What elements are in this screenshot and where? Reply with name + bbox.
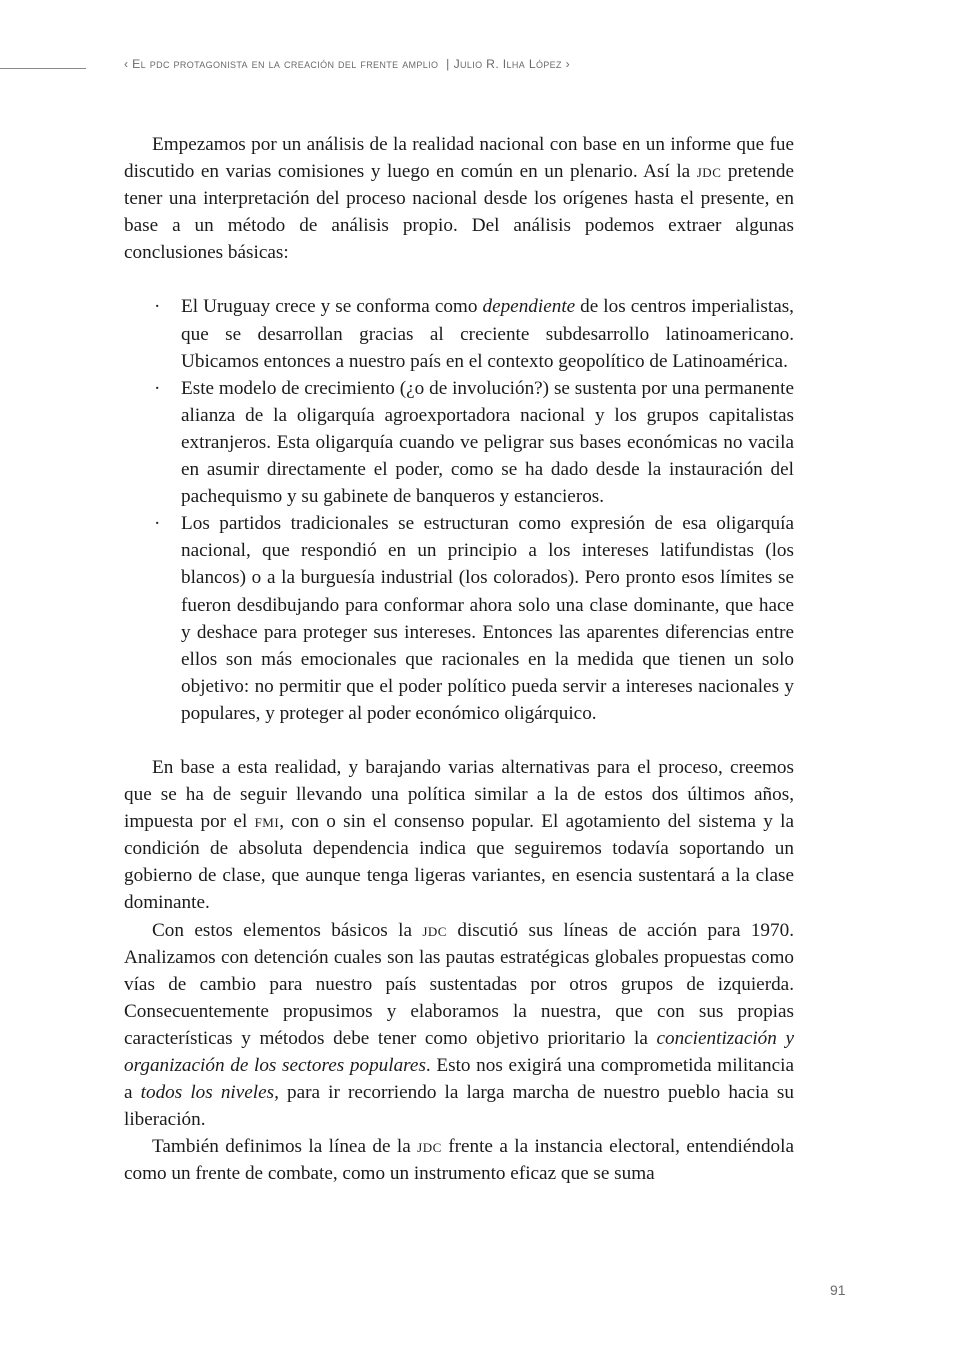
conclusions-list bbox=[124, 293, 794, 727]
emphasis: concientización y organización de los sectores populares bbox=[124, 1027, 794, 1076]
emphasis: dependiente bbox=[482, 296, 576, 318]
header-book-title: El pdc protagonista en la creación del frente amplio bbox=[132, 57, 439, 71]
text-run: Los partidos tradicionales se estructuran como expresión de esa oligarquía nacional, que respondió en un principio a los intereses latifundistas (los blancos) o a la burguesía industrial (los colorados). Pero pronto esos límites se fueron desdibujando para conformar ahora solo una clase dominante, que hace y deshace para proteger sus intereses. Entonces las aparentes diferencias entre ellos son más emocionales que racionales en la medida que tienen un solo objetivo: no permitir que el poder político pueda servir a intereses nacionales y populares, y proteger al poder económico oligárquico. bbox=[181, 513, 794, 724]
acronym-fmi: fmi bbox=[254, 811, 280, 833]
body-text bbox=[124, 131, 794, 1187]
text-run: frente a la instancia electoral, entendiéndola como un frente de combate, como un instrumento eficaz que se suma bbox=[124, 1136, 794, 1185]
text-run: El Uruguay crece y se conforma como bbox=[181, 296, 483, 318]
bullet-marker: · bbox=[154, 377, 161, 399]
bullet-marker: · bbox=[154, 513, 161, 535]
header-open-mark: ‹ bbox=[124, 57, 129, 71]
paragraph-intro bbox=[124, 131, 794, 266]
paragraph-action-lines bbox=[124, 917, 794, 1134]
text-run: discutió sus líneas de acción para 1970. Analizamos con detención cuales son las pautas estratégicas globales propuestas como vías de cambio para nuestro país sustentadas por otros grupos de izquierda. Consecuentemente propusimos y elaboramos la nuestra, que con sus propias características y métodos debe tener como objetivo prioritario la bbox=[124, 919, 795, 1049]
acronym-jdc: jdc bbox=[417, 1136, 442, 1158]
list-item bbox=[124, 293, 794, 374]
acronym-jdc: jdc bbox=[696, 161, 722, 183]
page-number: 91 bbox=[830, 1282, 846, 1298]
acronym-jdc: jdc bbox=[422, 919, 447, 941]
emphasis: todos los niveles, bbox=[140, 1082, 279, 1104]
paragraph-electoral bbox=[124, 1133, 794, 1187]
header-rule bbox=[0, 68, 86, 69]
text-run: para ir recorriendo la larga marcha de nuestro pueblo hacia su liberación. bbox=[124, 1082, 794, 1131]
header-separator: | bbox=[446, 57, 450, 71]
list-item bbox=[124, 510, 794, 727]
text-run: Con estos elementos básicos la bbox=[152, 919, 423, 941]
text-run: También definimos la línea de la bbox=[152, 1136, 418, 1158]
text-run: En base a esta realidad, y barajando varias alternativas para el proceso, creemos que se ha de seguir llevando una política similar a la de estos dos últimos años, impuesta por el bbox=[124, 756, 794, 833]
header-author: Julio R. Ilha López bbox=[453, 57, 562, 71]
text-run: Este modelo de crecimiento (¿o de involución?) se sustenta por una permanente alianza de la oligarquía agroexportadora nacional y los grupos capitalistas extranjeros. Esta oligarquía cuando ve peligrar sus bases económicas no vacila en asumir directamente el poder, como se ha dado desde la instauración del pachequismo y su gabinete de banqueros y estancieros. bbox=[181, 377, 794, 508]
bullet-marker: · bbox=[154, 296, 161, 318]
paragraph-reality bbox=[124, 754, 794, 917]
text-run: Empezamos por un análisis de la realidad nacional con base en un informe que fue discutido en varias comisiones y luego en común en un plenario. Así la bbox=[124, 134, 794, 183]
text-run: de los centros imperialistas, que se desarrollan gracias al creciente subdesarrollo latinoamericano. Ubicamos entonces a nuestro país en el contexto geopolítico de Latinoamérica. bbox=[181, 296, 794, 372]
text-run: . Esto nos exigirá una comprometida militancia a bbox=[124, 1055, 794, 1104]
list-item bbox=[124, 375, 794, 510]
text-run: , con o sin el consenso popular. El agotamiento del sistema y la condición de absoluta dependencia indica que seguiremos todavía soportando un gobierno de clase, que aunque tenga ligeras variantes, en esencia sustentará a la clase dominante. bbox=[124, 811, 794, 914]
header-close-mark: › bbox=[565, 57, 571, 71]
running-header bbox=[124, 57, 824, 71]
text-run: pretende tener una interpretación del proceso nacional desde los orígenes hasta el presente, en base a un método de análisis propio. Del análisis podemos extraer algunas conclusiones básicas: bbox=[124, 161, 794, 264]
